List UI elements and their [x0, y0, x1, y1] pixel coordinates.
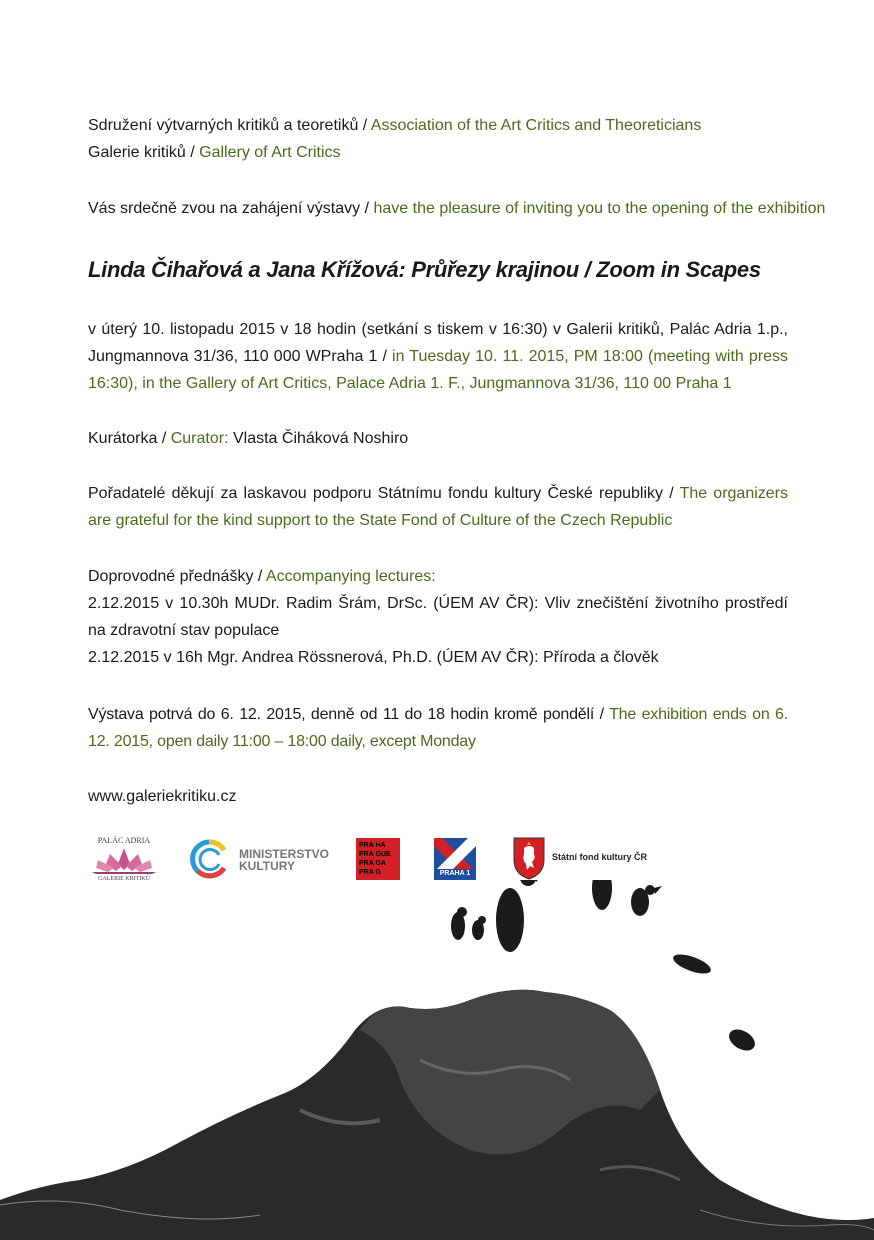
- thanks-paragraph: Pořadatelé děkují za laskavou podporu Státnímu fondu kultury České republiky / The organizers are grateful for the kind support to the State Fond of Culture of the Czech Republic: [88, 485, 789, 529]
- thanks-cz: Pořadatelé děkují za laskavou podporu Státnímu fondu kultury České republiky: [88, 485, 664, 502]
- czech-lion-shield-icon: [512, 836, 546, 880]
- gallery-name-cz: Galerie kritiků: [88, 144, 186, 161]
- curator-label-en: Curator:: [170, 430, 229, 447]
- praha1-logo: [434, 838, 476, 880]
- praha1-label: PRAHA 1: [439, 870, 471, 877]
- opening-en: in Tuesday 10. 11. 2015, PM 18:00 (meeting with press 16:30), in the Gallery of Art Critics, Palace Adria 1. F., Jungmannova 31/36, 110 00 Praha 1: [88, 348, 788, 392]
- invite-cz: Vás srdečně zvou na zahájení výstavy: [88, 200, 361, 217]
- curator-name: Vlasta Čiháková Noshiro: [232, 430, 409, 447]
- curator-label-cz: Kurátorka: [88, 430, 158, 447]
- bird-top: [592, 880, 612, 910]
- website-link[interactable]: www.galeriekritiku.cz: [88, 788, 237, 805]
- org-name-cz: Sdružení výtvarných kritiků a teoretiků: [88, 117, 359, 134]
- praha-line-1: PRA HA: [359, 842, 386, 849]
- exhibition-title: Linda Čihařová a Jana Křížová: Průřezy krajinou / Zoom in Scapes: [88, 257, 761, 282]
- org-name-en: Association of the Art Critics and Theoreticians: [370, 117, 702, 134]
- invite-en: have the pleasure of inviting you to the opening of the exhibition: [373, 200, 826, 217]
- state-culture-fund-logo: [512, 836, 662, 882]
- header-line-2: Galerie kritiků / Gallery of Art Critics: [88, 144, 341, 161]
- curator-line: Kurátorka / Curator: Vlasta Čiháková Noshiro: [88, 430, 409, 447]
- gallery-name-en: Gallery of Art Critics: [199, 144, 341, 161]
- ministry-c-icon: [188, 838, 230, 880]
- sfk-label: Státní fond kultury ČR: [552, 852, 647, 862]
- bird-large: [496, 888, 524, 952]
- lectures-heading-en: Accompanying lectures:: [265, 568, 436, 585]
- palac-adria-logo: [86, 836, 162, 886]
- header-line-1: Sdružení výtvarných kritiků a teoretiků / Association of the Art Critics and Theoreticians: [88, 117, 702, 134]
- ministry-name-1: MINISTERSTVO: [239, 847, 330, 861]
- bird-flying-1: [671, 951, 713, 978]
- praha-line-4: PRA G: [359, 869, 381, 876]
- lectures-heading: Doprovodné přednášky / Accompanying lectures:: [88, 568, 436, 585]
- ministry-name-2: KULTURY: [239, 859, 295, 873]
- ministry-of-culture-logo: [188, 838, 328, 880]
- opening-info: v úterý 10. listopadu 2015 v 18 hodin (setkání s tiskem v 16:30) v Galerii kritiků, Palác Adria 1.p., Jungmannova 31/36, 110 000 WPraha 1 / in Tuesday 10. 11. 2015, PM 18:00 (meeting with press 16:30), in the Gallery of Art Critics, Palace Adria 1. F., Jungmannova 31/36, 110 00 Praha 1: [88, 321, 788, 392]
- praha-logo: [356, 838, 400, 880]
- lotus-icon: [86, 844, 162, 878]
- invite-line: Vás srdečně zvou na zahájení výstavy / have the pleasure of inviting you to the opening of the exhibition: [88, 200, 826, 217]
- thanks-en: The organizers are grateful for the kind support to the State Fond of Culture of the Czech Republic: [88, 485, 789, 529]
- duration-paragraph: Výstava potrvá do 6. 12. 2015, denně od 11 do 18 hodin kromě pondělí / The exhibition ends on 6. 12. 2015, open daily 11:00 – 18:00 daily, except Monday: [88, 706, 788, 750]
- opening-cz: v úterý 10. listopadu 2015 v 18 hodin (setkání s tiskem v 16:30) v Galerii kritiků, Palác Adria 1.p., Jungmannova 31/36, 110 000 WPraha 1: [88, 321, 788, 365]
- duration-en: The exhibition ends on 6. 12. 2015, open daily 11:00 – 18:00 daily, except Monday: [88, 706, 788, 750]
- praha-line-3: PRA GA: [359, 860, 386, 867]
- palac-adria-top-text: PALÁC ADRIA: [97, 836, 151, 845]
- praha-line-2: PRA GUE: [359, 851, 391, 858]
- bird-flying-2: [725, 1025, 758, 1055]
- lecture-item-1: 2.12.2015 v 10.30h MUDr. Radim Šrám, DrSc. (ÚEM AV ČR): Vliv znečištění životního prostředí na zdravotní stav populace: [88, 595, 788, 639]
- duration-cz: Výstava potrvá do 6. 12. 2015, denně od 11 do 18 hodin kromě pondělí: [88, 706, 595, 723]
- lecture-item-2: 2.12.2015 v 16h Mgr. Andrea Rössnerová, Ph.D. (ÚEM AV ČR): Příroda a člověk: [88, 649, 659, 666]
- palac-adria-bottom-text: GALERIE KRITIKŮ: [98, 876, 150, 882]
- ink-mountain-illustration: [0, 880, 874, 1240]
- lectures-heading-cz: Doprovodné přednášky: [88, 568, 254, 585]
